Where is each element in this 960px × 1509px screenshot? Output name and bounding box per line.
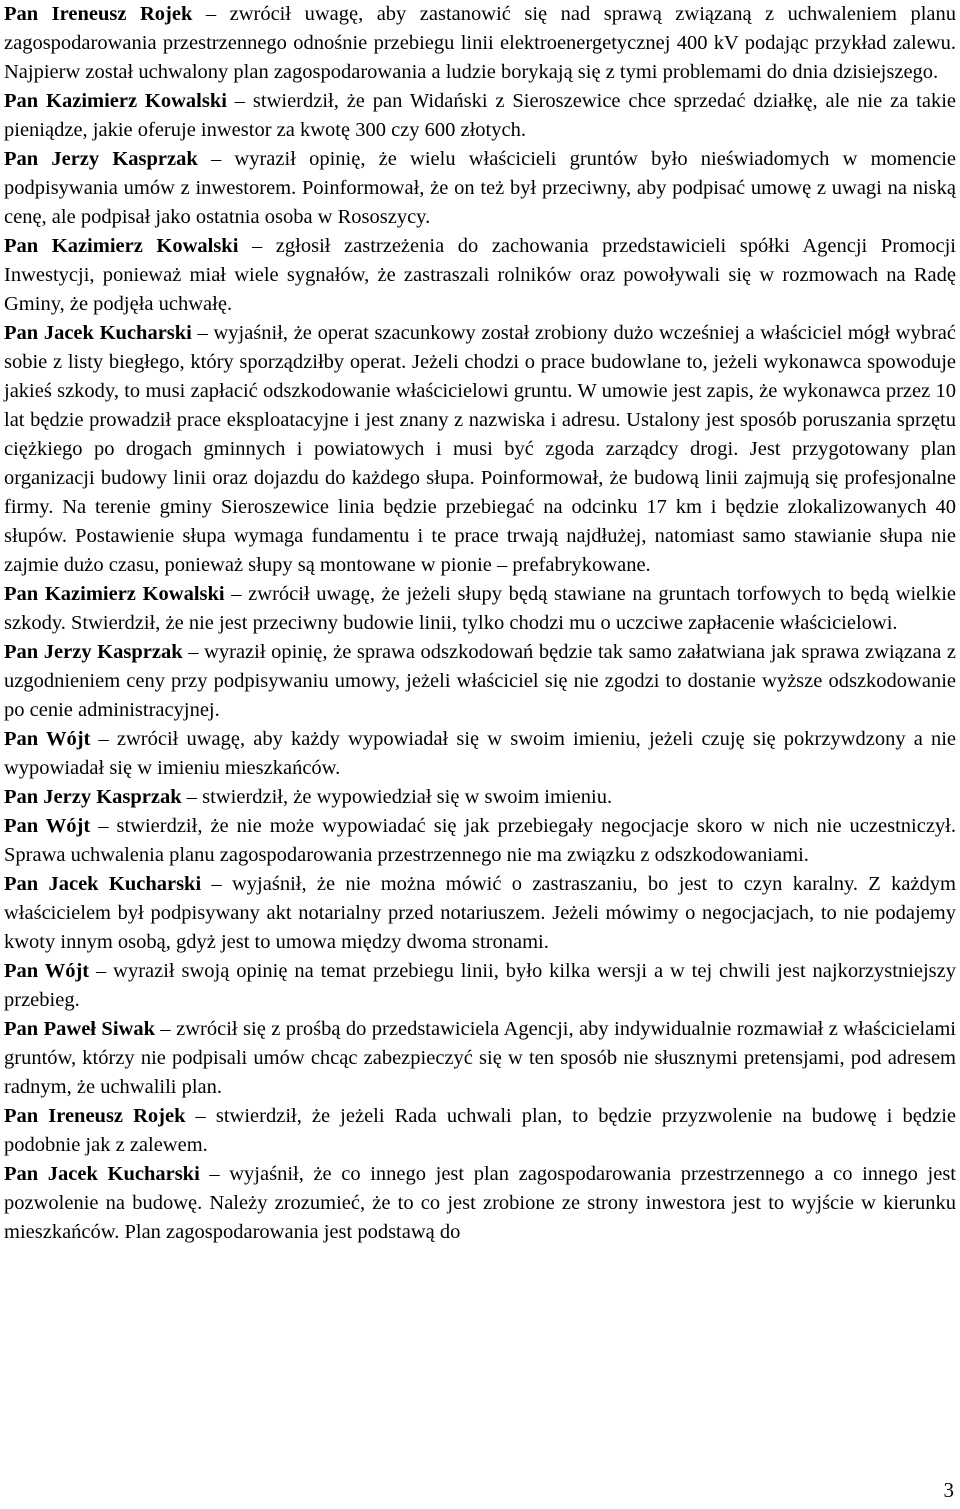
paragraph-text: – wyjaśnił, że operat szacunkowy został zrobiony dużo wcześniej a właściciel mógł wybrać sobie z listy biegłego, który sporządziłby operat. Jeżeli chodzi o prace budowlane to, jeżeli wykonawca spowoduje jakieś szkody, to musi zapłacić odszkodowanie właścicielowi gruntu. W umowie jest zapis, że wykonawca przez 10 lat będzie prowadził prace eksploatacyjne i jest znany z nazwiska i adresu. Ustalony jest sposób poruszania sprzętu ciężkiego po drogach gminnych i powiatowych i musi być zgoda zarządcy drogi. Jest przygotowany plan organizacji budowy linii oraz dojazdu do każdego słupa. Poinformował, że budową linii zajmują się profesjonalne firmy. Na terenie gminy Sieroszewice linia będzie przebiegać na odcinku 17 km i będzie zlokalizowanych 40 słupów. Postawienie słupa wymaga fundamentu i te prace trwają najdłużej, natomiast samo stawianie słupa nie zajmie dużo czasu, ponieważ słupy są montowane w pionie – prefabrykowane. <box>4 322 956 576</box>
page-number: 3 <box>943 1478 954 1502</box>
paragraph <box>4 87 956 145</box>
paragraph-text: – stwierdził, że jeżeli Rada uchwali plan, to będzie przyzwolenie na budowę i będzie podobnie jak z zalewem. <box>4 1105 956 1156</box>
paragraph-text: – stwierdził, że pan Widański z Sieroszewice chce sprzedać działkę, ale nie za takie pieniądze, jakie oferuje inwestor za kwotę 300 czy 600 złotych. <box>4 90 956 141</box>
paragraph <box>4 232 956 319</box>
speaker-name: Pan Ireneusz Rojek <box>4 3 193 25</box>
paragraph <box>4 580 956 638</box>
paragraph-text: – wyraził opinię, że wielu właścicieli gruntów było nieświadomych w momencie podpisywania umów z inwestorem. Poinformował, że on też był przeciwny, aby podpisać umowę z uwagi na niską cenę, ale podpisał jako ostatnia osoba w Rososzycy. <box>4 148 956 228</box>
document-page <box>4 0 956 1247</box>
paragraph-text: – wyraził swoją opinię na temat przebiegu linii, było kilka wersji a w tej chwili jest najkorzystniejszy przebieg. <box>4 960 956 1011</box>
speaker-name: Pan Jacek Kucharski <box>4 873 202 895</box>
paragraph-text: – wyjaśnił, że nie można mówić o zastraszaniu, bo jest to czyn karalny. Z każdym właścicielem był podpisywany akt notarialny przed notariuszem. Jeżeli mówimy o negocjacjach, to nie podajemy kwoty innym osobą, gdyż jest to umowa między dwoma stronami. <box>4 873 957 953</box>
speaker-name: Pan Kazimierz Kowalski <box>4 583 225 605</box>
paragraph-text: – stwierdził, że wypowiedział się w swoim imieniu. <box>181 786 613 808</box>
paragraph-text: – zgłosił zastrzeżenia do zachowania przedstawicieli spółki Agencji Promocji Inwestycji, ponieważ miał wiele sygnałów, że zastraszali rolników oraz powoływali się w rozmowach na Radę Gminy, że podjęła uchwałę. <box>4 235 956 315</box>
paragraph-text: – zwrócił uwagę, że jeżeli słupy będą stawiane na gruntach torfowych to będą wielkie szkody. Stwierdził, że nie jest przeciwny budowie linii, tylko chodzi mu o uczciwe zapłacenie właścicielowi. <box>4 583 956 634</box>
speaker-name: Pan Jacek Kucharski <box>4 1163 200 1185</box>
paragraph <box>4 812 956 870</box>
paragraph <box>4 1160 956 1247</box>
speaker-name: Pan Kazimierz Kowalski <box>4 235 239 257</box>
paragraph-text: – wyraził opinię, że sprawa odszkodowań będzie tak samo załatwiana jak sprawa związana z uzgodnieniem ceny przy podpisywaniu umowy, jeżeli właściciel się nie zgodzi to dostanie wyższe odszkodowanie po cenie administracyjnej. <box>4 641 956 721</box>
paragraph-text: – zwrócił uwagę, aby każdy wypowiadał się w swoim imieniu, jeżeli czuję się pokrzywdzony a nie wypowiadał się w imieniu mieszkańców. <box>4 728 956 779</box>
speaker-name: Pan Kazimierz Kowalski <box>4 90 227 112</box>
speaker-name: Pan Paweł Siwak <box>4 1018 155 1040</box>
speaker-name: Pan Jacek Kucharski <box>4 322 192 344</box>
paragraph <box>4 725 956 783</box>
paragraph-text: – zwrócił się z prośbą do przedstawiciela Agencji, aby indywidualnie rozmawiał z właścicielami gruntów, którzy nie podpisali umów chcąc zabezpieczyć się w ten sposób nie słusznymi pretensjami, pod adresem radnym, że uchwalili plan. <box>4 1018 956 1098</box>
paragraph <box>4 783 956 812</box>
speaker-name: Pan Jerzy Kasprzak <box>4 641 183 663</box>
speaker-name: Pan Jerzy Kasprzak <box>4 786 182 808</box>
speaker-name: Pan Ireneusz Rojek <box>4 1105 186 1127</box>
paragraph <box>4 0 956 87</box>
paragraph <box>4 870 956 957</box>
paragraph <box>4 638 956 725</box>
paragraph <box>4 1102 956 1160</box>
paragraph-text: – zwrócił uwagę, aby zastanowić się nad sprawą związaną z uchwaleniem planu zagospodarowania przestrzennego odnośnie przebiegu linii elektroenergetycznej 400 kV podając przykład zalewu. Najpierw został uchwalony plan zagospodarowania a ludzie borykają się z tymi problemami do dnia dzisiejszego. <box>4 3 956 83</box>
paragraph-text: – wyjaśnił, że co innego jest plan zagospodarowania przestrzennego a co innego jest pozwolenie na budowę. Należy zrozumieć, że to co jest zrobione ze strony inwestora jest to wyjście w kierunku mieszkańców. Plan zagospodarowania jest podstawą do <box>4 1163 956 1243</box>
paragraph <box>4 957 956 1015</box>
paragraph-text: – stwierdził, że nie może wypowiadać się jak przebiegały negocjacje skoro w nich nie uczestniczył. Sprawa uchwalenia planu zagospodarowania przestrzennego nie ma związku z odszkodowaniami. <box>4 815 956 866</box>
paragraph <box>4 1015 956 1102</box>
speaker-name: Pan Wójt <box>4 960 90 982</box>
speaker-name: Pan Wójt <box>4 728 91 750</box>
paragraph <box>4 145 956 232</box>
paragraph <box>4 319 956 580</box>
speaker-name: Pan Jerzy Kasprzak <box>4 148 198 170</box>
speaker-name: Pan Wójt <box>4 815 91 837</box>
